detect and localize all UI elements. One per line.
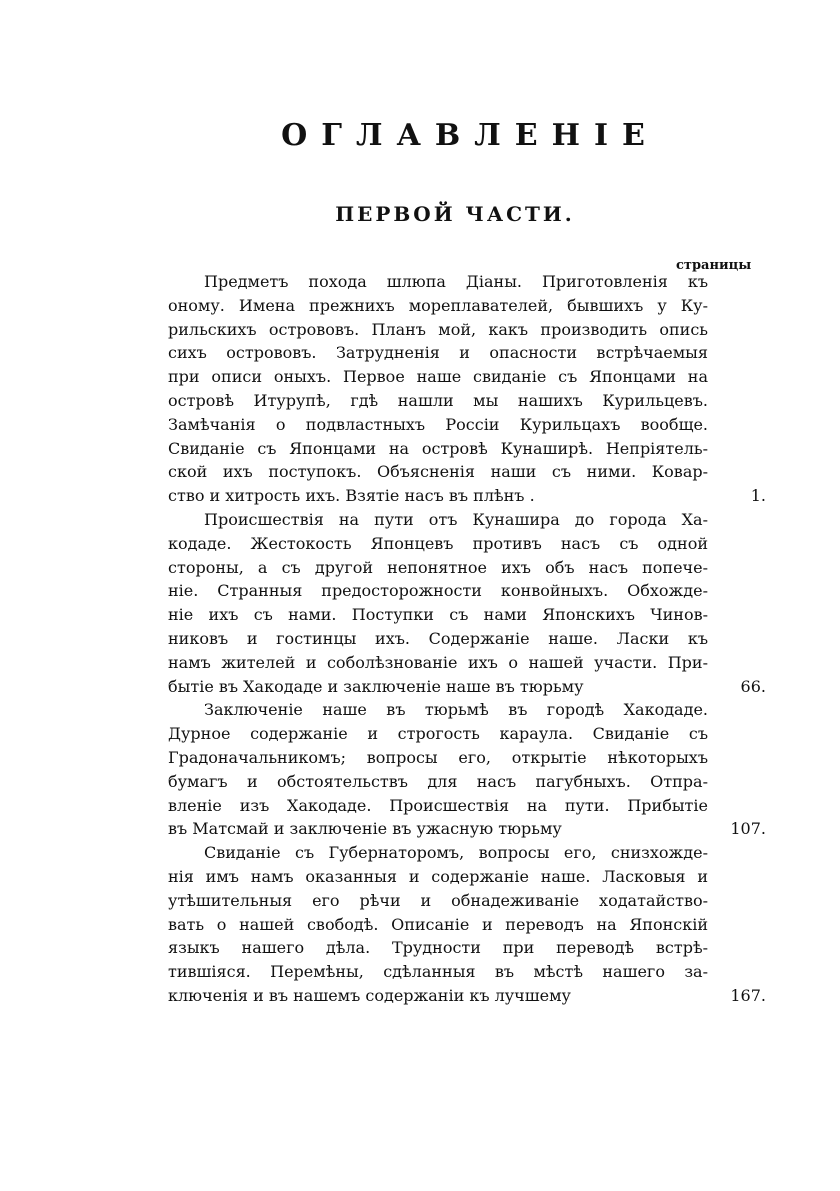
entry-page-number: 1.: [750, 486, 766, 506]
entry-line: ніе ихъ съ нами. Поступки съ нами Японскихъ Чинов-: [168, 605, 708, 625]
page-title: ОГЛАВЛЕНІЕ: [281, 118, 659, 153]
entry-line: островѣ Итурупѣ, гдѣ нашли мы нашихъ Курильцевъ.: [168, 390, 708, 410]
entry-line: Свиданіе съ Губернаторомъ, вопросы его, снизхожде-: [204, 843, 708, 863]
entry-line: Свиданіе съ Японцами на островѣ Кунаширѣ. Непріятель-: [168, 438, 708, 458]
entry-line: утѣшительныя его рѣчи и обнадеживаніе ходатайство-: [168, 890, 708, 910]
entry-line: оному. Имена прежнихъ мореплавателей, бывшихъ у Ку-: [168, 295, 708, 315]
entry-line: въ Матсмай и заключеніе въ ужасную тюрьму: [168, 819, 562, 839]
toc-entry: [168, 698, 766, 841]
toc-entry: [168, 841, 766, 1008]
entry-line: ство и хитрость ихъ. Взятіе насъ въ плѣнъ .: [168, 486, 535, 506]
entry-line: сихъ острововъ. Затрудненія и опасности встрѣчаемыя: [168, 343, 708, 363]
toc-body: [168, 270, 766, 1008]
entry-line: Предметъ похода шлюпа Діаны. Приготовленія къ: [204, 272, 708, 291]
entry-line: нія имъ намъ оказанныя и содержаніе наше. Ласковыя и: [168, 866, 708, 886]
entry-line: Заключеніе наше въ тюрьмѣ въ городѣ Хакодаде.: [204, 700, 708, 720]
entry-line: вать о нашей свободѣ. Описаніе и переводъ на Японскій: [168, 914, 708, 934]
entry-line: ской ихъ поступокъ. Объясненія наши съ ними. Ковар-: [168, 462, 708, 482]
entry-line: кодаде. Жестокость Японцевъ противъ насъ съ одной: [168, 533, 708, 553]
entry-line: вленіе изъ Хакодаде. Происшествія на пути. Прибытіе: [168, 795, 708, 815]
entry-line: стороны, а съ другой непонятное ихъ объ насъ попече-: [168, 557, 708, 577]
entry-line: никовъ и гостинцы ихъ. Содержаніе наше. Ласки къ: [168, 628, 708, 648]
entry-line: ніе. Странныя предосторожности конвойныхъ. Обхожде-: [168, 581, 708, 601]
toc-entry: [168, 508, 766, 698]
toc-entry: [168, 270, 766, 508]
entry-line: ключенія и въ нашемъ содержаніи къ лучшему: [168, 985, 571, 1005]
entry-line: Происшествія на пути отъ Кунашира до города Ха-: [204, 509, 708, 529]
entry-line: намъ жителей и соболѣзнованіе ихъ о нашей участи. При-: [168, 652, 708, 672]
entry-line: Замѣчанія о подвластныхъ Россіи Курильцахъ вообще.: [168, 414, 708, 434]
entry-line: рильскихъ острововъ. Планъ мой, какъ производить опись: [168, 319, 708, 339]
page-subtitle: ПЕРВОЙ ЧАСТИ.: [335, 202, 575, 226]
pages-column-label: страницы: [676, 258, 752, 273]
entry-page-number: 167.: [730, 985, 766, 1005]
entry-page-number: 66.: [740, 676, 766, 696]
entry-line: языкъ нашего дѣла. Трудности при переводѣ встрѣ-: [168, 938, 708, 958]
entry-line: бытіе въ Хакодаде и заключеніе наше въ тюрьму: [168, 676, 584, 696]
entry-line: Градоначальникомъ; вопросы его, открытіе нѣкоторыхъ: [168, 747, 708, 767]
entry-page-number: 107.: [730, 819, 766, 839]
entry-line: тившіяся. Перемѣны, сдѣланныя въ мѣстѣ нашего за-: [168, 962, 708, 982]
entry-line: при описи оныхъ. Первое наше свиданіе съ Японцами на: [168, 367, 708, 387]
entry-line: Дурное содержаніе и строгость караула. Свиданіе съ: [168, 724, 708, 744]
entry-line: бумагъ и обстоятельствъ для насъ пагубныхъ. Отпра-: [168, 771, 708, 791]
